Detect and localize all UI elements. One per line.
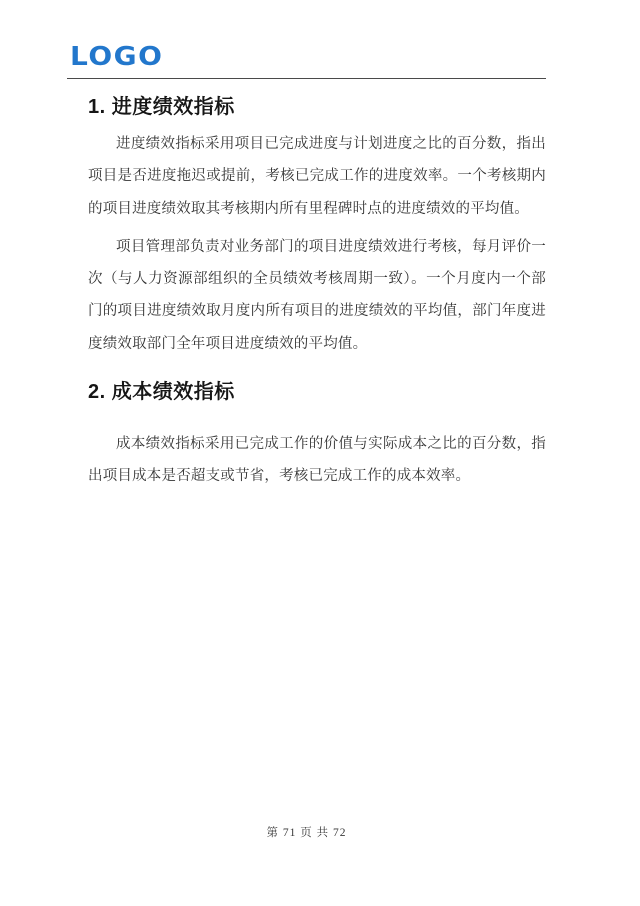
document-body <box>88 88 546 493</box>
section-heading-progress-kpi: 1. 进度绩效指标 <box>88 96 235 118</box>
company-logo: LOGO <box>70 41 164 72</box>
page-footer <box>67 823 546 841</box>
header-divider <box>67 78 546 79</box>
paragraph-progress-kpi-assessment: 项目管理部负责对业务部门的项目进度绩效进行考核，每月评价一次（与人力资源部组织的全员绩效考核周期一致）。一个月度内一个部门的项目进度绩效取月度内所有项目的进度绩效的平均值，部门年度进度绩效取部门全年项目进度绩效的平均值。 <box>88 238 546 352</box>
section-heading-cost-kpi: 2. 成本绩效指标 <box>88 381 235 404</box>
paragraph-cost-kpi-definition: 成本绩效指标采用已完成工作的价值与实际成本之比的百分数，指出项目成本是否超支或节省，考核已完成工作的成本效率。 <box>88 436 546 485</box>
page-number: 第 71 页 共 72 <box>266 827 347 839</box>
paragraph-progress-kpi-definition: 进度绩效指标采用项目已完成进度与计划进度之比的百分数，指出项目是否进度拖迟或提前，考核已完成工作的进度效率。一个考核期内的项目进度绩效取其考核期内所有里程碑时点的进度绩效的平均值。 <box>88 136 546 217</box>
